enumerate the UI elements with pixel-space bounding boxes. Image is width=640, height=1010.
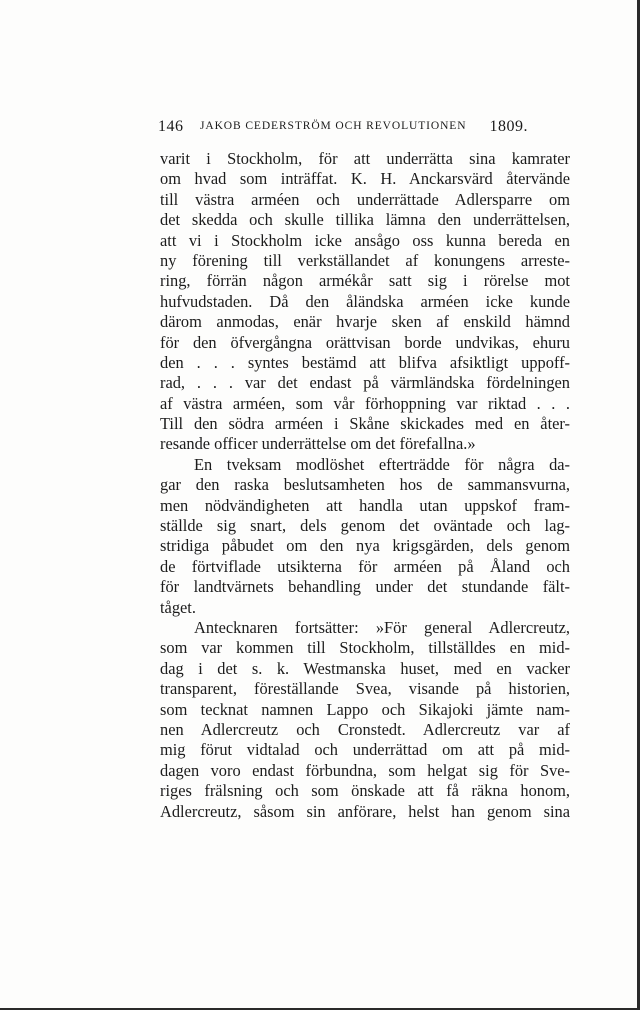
text-line: för den öfvergångna orättvisan borde undvikas, ehuru [160, 332, 570, 352]
body-text [160, 149, 570, 822]
text-line: som var kommen till Stockholm, tillställdes en mid- [160, 638, 570, 658]
paragraph-first-line: En tveksam modlöshet efterträdde för några da- [194, 454, 570, 474]
text-line: tåget. [160, 597, 196, 617]
text-line: om hvad som inträffat. K. H. Anckarsvärd återvände [160, 169, 570, 189]
running-head-title: JAKOB CEDERSTRÖM OCH REVOLUTIONEN [200, 120, 467, 132]
text-line: Adlercreutz, såsom sin anförare, helst han genom sina [160, 801, 570, 821]
text-line: ny förening till verkställandet af konungens arreste- [160, 250, 570, 270]
text-line: till västra arméen och underrättade Adlersparre om [160, 189, 570, 209]
text-line: att vi i Stockholm icke ansågo oss kunna bereda en [160, 230, 570, 250]
text-line: varit i Stockholm, för att underrätta sina kamrater [160, 149, 570, 168]
text-line: ring, förrän någon armékår satt sig i rörelse mot [160, 271, 570, 291]
text-line: för landtvärnets behandling under det stundande fält- [160, 577, 570, 597]
text-line: Till den södra arméen i Skåne skickades med en åter- [160, 414, 570, 434]
text-line: af västra arméen, som vår förhoppning var riktad . . . [160, 393, 570, 413]
paragraph-first-line: Antecknaren fortsätter: »För general Adlercreutz, [194, 617, 570, 637]
text-line: gar den raska beslutsamheten hos de sammansvurna, [160, 475, 570, 495]
text-line: det skedda och skulle tillika lämna den underrättelsen, [160, 210, 570, 230]
text-line: rad, . . . var det endast på värmländska fördelningen [160, 373, 570, 393]
text-line: stridiga påbudet om den nya krigsgärden, dels genom [160, 536, 570, 556]
text-line: nen Adlercreutz och Cronstedt. Adlercreutz var af [160, 719, 570, 739]
text-line: riges frälsning och som önskade att få räkna honom, [160, 781, 570, 801]
text-line: den . . . syntes bestämd att blifva afsiktligt uppoff- [160, 352, 570, 372]
text-line: resande officer underrättelse om det förefallna.» [160, 434, 476, 454]
running-head-year: 1809. [489, 118, 528, 135]
text-line: dagen voro endast förbundna, som helgat sig för Sve- [160, 760, 570, 780]
text-line: därom anmodas, enär hvarje sken af enskild hämnd [160, 312, 570, 332]
text-line: mig förut vidtalad och underrättad om att på mid- [160, 740, 570, 760]
text-line: transparent, föreställande Svea, visande på historien, [160, 679, 570, 699]
text-line: de förtviflade utsikterna för arméen på Åland och [160, 556, 570, 576]
text-line: som tecknat namnen Lappo och Sikajoki jämte nam- [160, 699, 570, 719]
page-number: 146 [158, 118, 184, 135]
text-line: hufvudstaden. Då den åländska arméen icke kunde [160, 291, 570, 311]
text-line: dag i det s. k. Westmanska huset, med en vacker [160, 658, 570, 678]
text-line: ställde sig snart, dels genom det oväntade och lag- [160, 516, 570, 536]
text-line: men nödvändigheten att handla utan uppskof fram- [160, 495, 570, 515]
running-head [158, 118, 570, 142]
